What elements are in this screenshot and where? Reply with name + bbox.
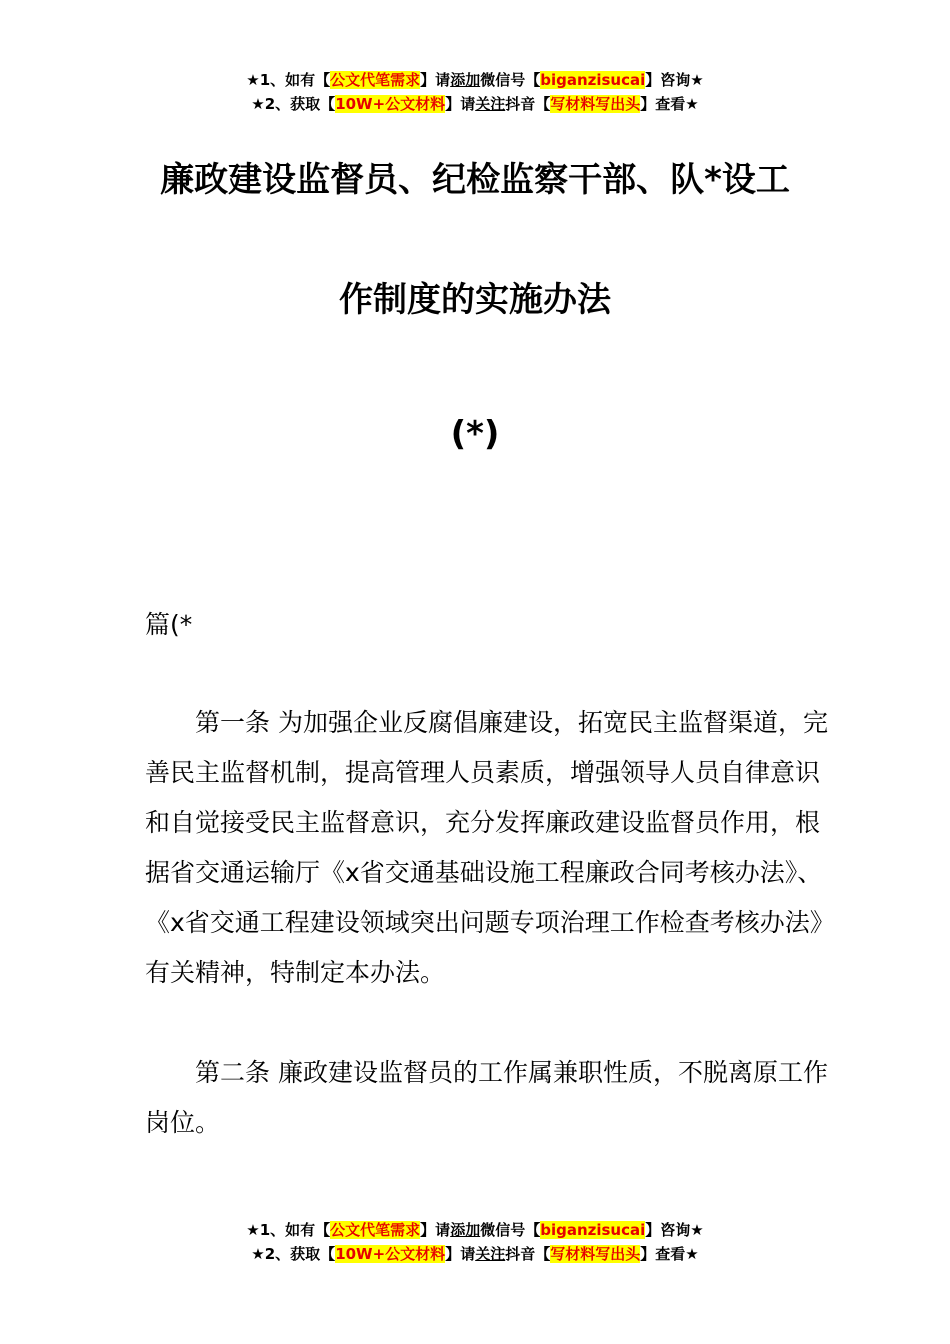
promo-text: 】请 [420, 1221, 451, 1239]
promo-line-1 [0, 1218, 950, 1242]
promo-text: ★1、如有【 [246, 71, 331, 89]
footer-promo-banner [0, 1218, 950, 1266]
article-paragraph-1: 第一条 为加强企业反腐倡廉建设，拓宽民主监督渠道，完善民主监督机制，提高管理人员素质，增强领导人员自律意识和自觉接受民主监督意识，充分发挥廉政建设监督员作用，根据省交通运输厅《x省交通基础设施工程廉政合同考核办法》、《x省交通工程建设领域突出问题专项治理工作检查考核办法》有关精神，特制定本办法。 [145, 708, 835, 987]
chapter-heading: 篇(* [145, 610, 193, 639]
promo-highlight: biganzisucai [540, 71, 646, 89]
promo-underline: 添加 [450, 1221, 481, 1239]
promo-text: 】咨询★ [645, 71, 704, 89]
promo-highlight: 公文代笔需求 [330, 71, 421, 89]
document-subtitle: (*) [450, 414, 500, 454]
promo-line-2 [0, 92, 950, 116]
document-title-line-2: 作制度的实施办法 [339, 280, 611, 320]
promo-highlight: 写材料写出头 [550, 95, 641, 113]
promo-text: ★2、获取【 [251, 95, 336, 113]
promo-underline: 添加 [450, 71, 481, 89]
promo-text: 】咨询★ [645, 1221, 704, 1239]
promo-text: ★1、如有【 [246, 1221, 331, 1239]
promo-text: 】请 [445, 95, 476, 113]
promo-text: 微信号【 [480, 1221, 541, 1239]
promo-highlight: 公文代笔需求 [330, 1221, 421, 1239]
promo-text: 抖音【 [505, 95, 551, 113]
promo-highlight: 10W+公文材料 [335, 1245, 446, 1263]
promo-text: 抖音【 [505, 1245, 551, 1263]
promo-text: ★2、获取【 [251, 1245, 336, 1263]
promo-highlight: 写材料写出头 [550, 1245, 641, 1263]
header-promo-banner [0, 68, 950, 116]
promo-underline: 关注 [475, 95, 506, 113]
promo-highlight: biganzisucai [540, 1221, 646, 1239]
promo-line-2 [0, 1242, 950, 1266]
promo-highlight: 10W+公文材料 [335, 95, 446, 113]
article-paragraph-2: 第二条 廉政建设监督员的工作属兼职性质，不脱离原工作岗位。 [145, 1058, 828, 1137]
document-title-line-1: 廉政建设监督员、纪检监察干部、队*设工 [160, 160, 790, 200]
promo-text: 】请 [445, 1245, 476, 1263]
promo-line-1 [0, 68, 950, 92]
promo-text: 】请 [420, 71, 451, 89]
promo-underline: 关注 [475, 1245, 506, 1263]
promo-text: 微信号【 [480, 71, 541, 89]
promo-text: 】查看★ [640, 95, 699, 113]
promo-text: 】查看★ [640, 1245, 699, 1263]
